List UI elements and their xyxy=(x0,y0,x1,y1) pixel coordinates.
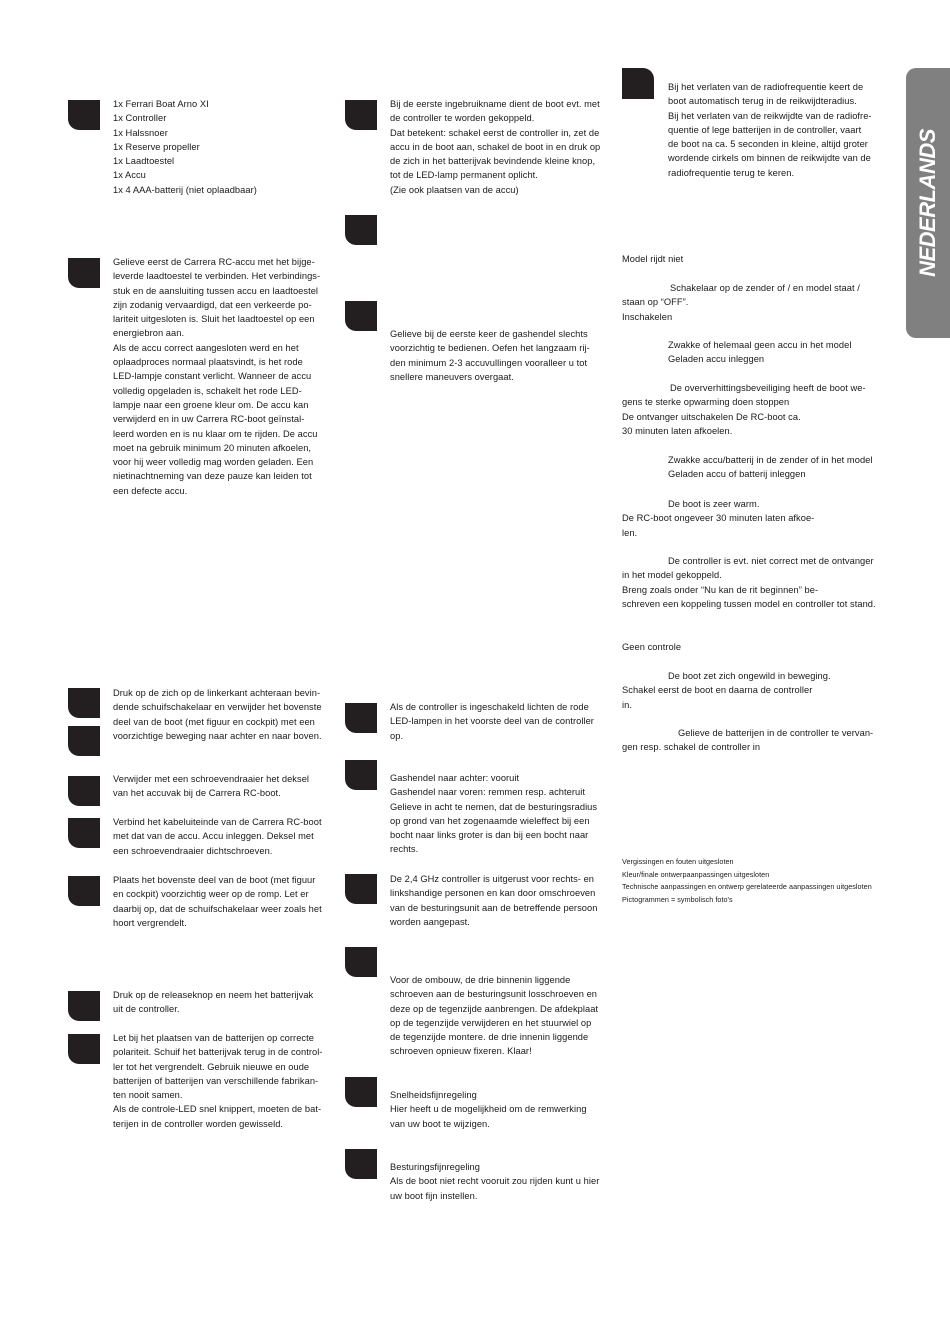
speed-trim-text: Snelheidsfijnregeling Hier heeft u de mogelijkheid om de remwerking van uw boot te wijzigen. xyxy=(390,1090,587,1129)
section-marker xyxy=(345,215,377,245)
steering-trim-text: Besturingsfijnregeling Als de boot niet recht vooruit zou rijden kunt u hier uw boot fijn instellen. xyxy=(390,1162,600,1201)
section-marker xyxy=(68,776,100,806)
section-marker xyxy=(68,876,100,906)
language-tab xyxy=(906,68,950,338)
step-slide-text: Druk op de zich op de linkerkant achteraan bevin- dende schuifschakelaar en verwijder het bovenste deel van de boot (met figuur en cockpit) met een voorzichtige beweging naar achter en naar boven. xyxy=(113,688,322,741)
section-marker xyxy=(68,100,100,130)
section-marker xyxy=(345,947,377,977)
throttle-care-text: Gelieve bij de eerste keer de gashendel slechts voorzichtig te bedienen. Oefen het langzaam rij- den minimum 2-3 accuvullingen vooralleer u tot snellere maneuvers overgaat. xyxy=(390,329,590,382)
step-cable-text: Verbind het kabeluiteinde van de Carrera RC-boot met dat van de accu. Accu inleggen. Deksel met een schroevendraaier dichtschroeven. xyxy=(113,817,322,856)
charging-text: Gelieve eerst de Carrera RC-accu met het bijge- leverde laadtoestel te verbinden. Het verbindings- stuk en de aansluiting tussen accu en laadtoestel zijn zodanig vervaardigd, dat een verkeerde po- lariteit uitgesloten is. Sluit het laadtoestel op een energiebron aan. Als de accu correct aangesloten werd en het oplaadproces normaal plaatsvindt, is het rode LED-lampje constant verlicht. Wanneer de accu volledig opgeladen is, schakelt het rode LED- lampje naar een groene kleur om. De accu kan verwijderd en in uw Carrera RC-boot geïnstal- leerd worden en is nu klaar om te rijden. De accu moet na gebruik minimum 20 minuten afkoelen, voor hij weer volledig mag worden geladen. Een nietinachtneming van deze pauze kan leiden tot een defecte accu. xyxy=(113,257,321,496)
section-marker xyxy=(345,760,377,790)
section-marker xyxy=(68,726,100,756)
no-drive-item-1: Schakelaar op de zender of / en model staat / staan op “OFF”. Inschakelen xyxy=(622,283,860,322)
disclaimer-text: Vergissingen en fouten uitgesloten Kleur/finale ontwerpaanpassingen uitgesloten Technische aanpassingen en ontwerp gerelateerde aanpassingen uitgesloten Pictogrammen = symbolisch foto's xyxy=(622,857,872,904)
radio-range-text: Bij het verlaten van de radiofrequentie keert de boot automatisch terug in de reikwijdteradius. Bij het verlaten van de reikwijdte van de radiofre- quentie of lege batterijen in de controller, vaart de boot na ca. 5 seconden in kleine, altijd groter wordende cirkels om binnen de reikwijdte van de radiofrequentie terug te keren. xyxy=(668,82,872,178)
step-screw-text: Verwijder met een schroevendraaier het deksel van het accuvak bij de Carrera RC-boot. xyxy=(113,774,310,799)
conversion-text: Voor de ombouw, de drie binnenin liggende schroeven aan de besturingsunit losschroeven en deze op de tegenzijde aanbrengen. De afdekplaat op de tegenzijde verwijderen en het stuurwiel op de tegenzijde montere. de drie innenin liggende schroeven opnieuw fixeren. Klaar! xyxy=(390,975,599,1057)
no-control-title: Geen controle xyxy=(622,642,682,652)
no-drive-title: Model rijdt niet xyxy=(622,254,684,264)
no-drive-item-5: De boot is zeer warm. De RC-boot ongeveer 30 minuten laten afkoe- len. xyxy=(622,499,815,538)
section-marker xyxy=(345,874,377,904)
no-drive-item-4: Zwakke accu/batterij in de zender of in het model Geladen accu of batterij inleggen xyxy=(668,455,873,480)
controller-ghz-text: De 2,4 GHz controller is uitgerust voor rechts- en linkshandige personen en kan door omschroeven van de besturingsunit aan de betreffende persoon worden aangepast. xyxy=(390,874,598,927)
section-marker xyxy=(68,818,100,848)
no-control-item-2: Gelieve de batterijen in de controller te vervan- gen resp. schakel de controller in xyxy=(622,728,874,753)
leds-text: Als de controller is ingeschakeld lichten de rode LED-lampen in het voorste deel van de controller op. xyxy=(390,702,594,741)
no-control-item-1: De boot zet zich ongewild in beweging. Schakel eerst de boot en daarna de controller in. xyxy=(622,671,831,710)
section-marker xyxy=(68,258,100,288)
no-drive-item-6: De controller is evt. niet correct met de ontvanger in het model gekoppeld. Breng zoals onder “Nu kan de rit beginnen” be- schreven een koppeling tussen model en controller tot stand. xyxy=(622,556,876,609)
section-marker xyxy=(345,703,377,733)
section-marker xyxy=(345,100,377,130)
section-marker xyxy=(68,1034,100,1064)
section-marker xyxy=(345,1077,377,1107)
step-batteries-text: Let bij het plaatsen van de batterijen op correcte polariteit. Schuif het batterijvak terug in de control- ler tot het vergrendelt. Gebruik nieuwe en oude batterijen of batterijen van verschillende fabrikan- ten nooit samen. Als de controle-LED snel knippert, moeten de bat- terijen in de controller worden gewisseld. xyxy=(113,1033,323,1129)
section-marker xyxy=(345,1149,377,1179)
no-drive-item-2: Zwakke of helemaal geen accu in het model Geladen accu inleggen xyxy=(668,340,852,365)
language-label: NEDERLANDS xyxy=(915,129,940,277)
section-marker xyxy=(68,991,100,1021)
no-drive-item-3: De oververhittingsbeveiliging heeft de boot we- gens te sterke opwarming doen stoppen De ontvanger uitschakelen De RC-boot ca. 30 minuten laten afkoelen. xyxy=(622,383,866,436)
section-marker xyxy=(68,688,100,718)
section-marker xyxy=(622,68,654,99)
section-marker xyxy=(345,301,377,331)
contents-list: 1x Ferrari Boat Arno XI 1x Controller 1x Halssnoer 1x Reserve propeller 1x Laadtoestel 1x Accu 1x 4 AAA-batterij (niet oplaadbaar) xyxy=(113,99,257,195)
step-place-text: Plaats het bovenste deel van de boot (met figuur en cockpit) voorzichtig weer op de romp. Let er daarbij op, dat de schuifschakelaar weer zoals het hoort vergrendelt. xyxy=(113,875,322,928)
step-release-text: Druk op de releaseknop en neem het batterijvak uit de controller. xyxy=(113,990,314,1015)
first-use-text: Bij de eerste ingebruikname dient de boot evt. met de controller te worden gekoppeld. Dat betekent: schakel eerst de controller in, zet de accu in de boot aan, schakel de boot in en druk op de zich in het batterijvak bevindende kleine knop, tot de LED-lamp permanent oplicht. (Zie ook plaatsen van de accu) xyxy=(390,99,601,195)
throttle-text: Gashendel naar achter: vooruit Gashendel naar voren: remmen resp. achteruit Gelieve in acht te nemen, dat de besturingsradius op grond van het zogenaamde wieleffect bij een bocht naar links groter is dan bij een bocht naar rechts. xyxy=(390,773,598,855)
